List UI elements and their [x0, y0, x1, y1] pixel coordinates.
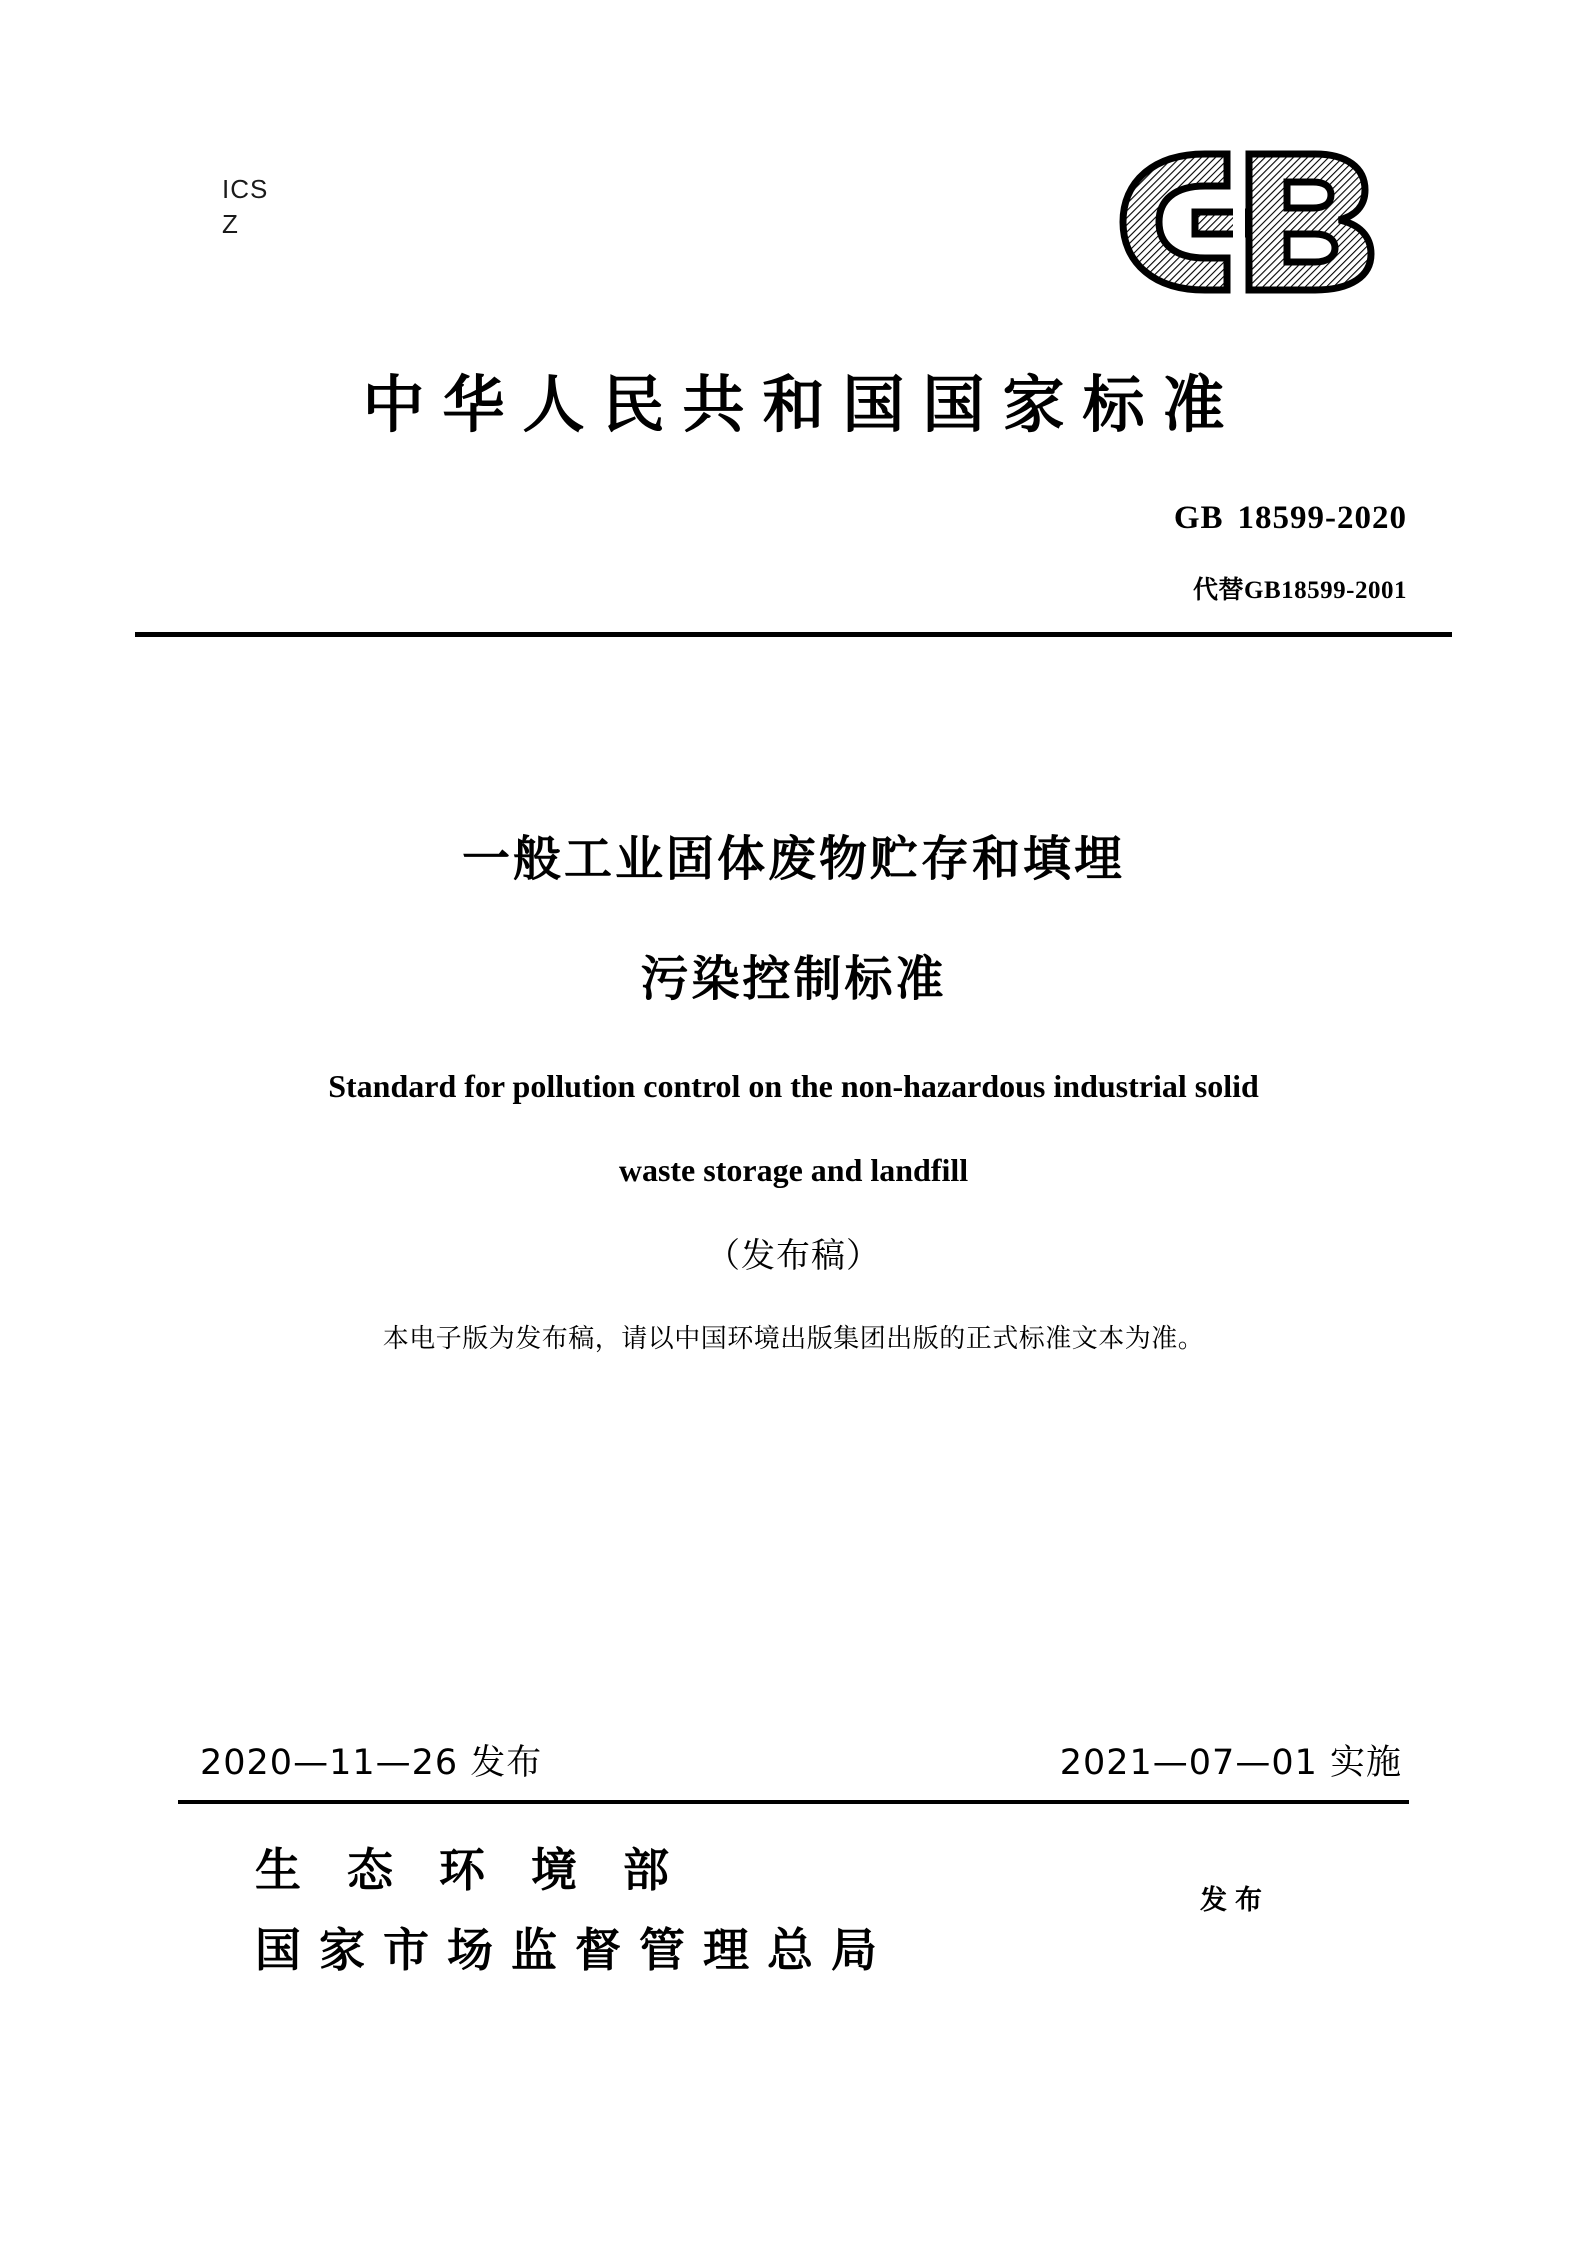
title-chinese-line-2: 污染控制标准	[640, 951, 947, 1007]
issue-date: 2020—11—26 发布	[200, 1743, 543, 1783]
ics-label: ICS	[222, 174, 269, 204]
replaces-standard-name: GB	[1244, 577, 1282, 604]
title-english-line-1: Standard for pollution control on the non-hazardous industrial solid	[328, 1068, 1259, 1104]
standard-number	[1174, 500, 1407, 537]
header-divider	[135, 632, 1452, 637]
national-standard-title: 中华人民共和国国家标准	[362, 368, 1243, 441]
electronic-version-note: 本电子版为发布稿，请以中国环境出版集团出版的正式标准文本为准。	[382, 1324, 1205, 1354]
replaces-standard-number: 18599-2001	[1281, 577, 1407, 604]
ics-classification-block	[222, 172, 268, 242]
classification-code-label: Z	[222, 209, 239, 240]
issue-verb-label: 发布	[1200, 1885, 1270, 1916]
replaces-note	[1193, 570, 1407, 606]
standard-number-value: 18599-2020	[1237, 500, 1407, 536]
effective-date: 2021—07—01 实施	[1059, 1743, 1402, 1783]
footer-divider	[178, 1800, 1409, 1804]
title-english-line-2: waste storage and landfill	[618, 1152, 969, 1188]
draft-status-label: （发布稿）	[706, 1236, 881, 1276]
title-chinese-line-1: 一般工业固体废物贮存和填埋	[461, 831, 1125, 887]
gb-logo-icon	[1109, 150, 1409, 295]
issuer-line-2: 国家市场监督管理总局	[255, 1923, 895, 1977]
issuing-authorities	[0, 1826, 1587, 2006]
standard-number-prefix: GB	[1173, 500, 1224, 536]
replaces-prefix: 代替	[1193, 577, 1245, 604]
issuer-line-1: 生态环境部	[255, 1843, 715, 1897]
